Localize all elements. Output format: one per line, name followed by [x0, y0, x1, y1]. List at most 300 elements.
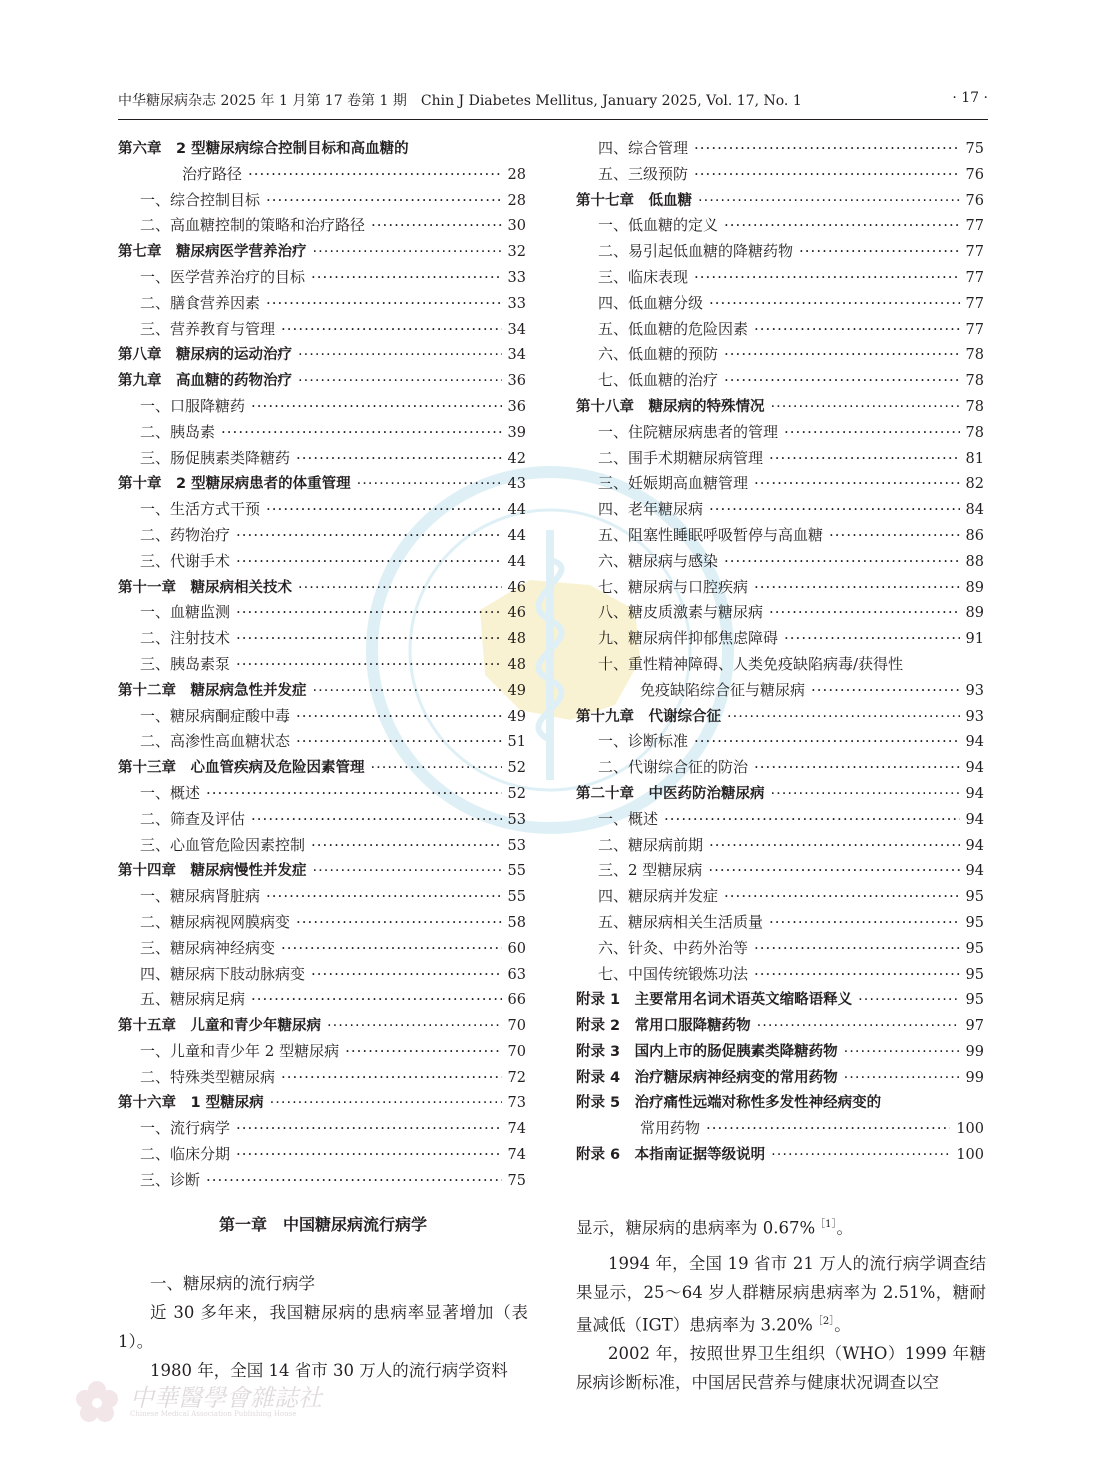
toc-dot-leader [251, 990, 502, 1008]
toc-page-number: 95 [965, 940, 984, 957]
toc-entry-title: 附录 2 常用口服降糖药物 [576, 1018, 751, 1035]
toc-page-number: 95 [965, 992, 984, 1009]
toc-dot-leader [296, 449, 502, 467]
paragraph-text: 显示，糖尿病的患病率为 0.67% [576, 1218, 816, 1238]
toc-entry-section[interactable] [118, 447, 526, 473]
toc-page-number: 77 [965, 295, 984, 312]
toc-page-number: 36 [507, 398, 526, 415]
toc-dot-leader [281, 320, 502, 338]
toc-entry-section[interactable] [118, 266, 526, 292]
toc-dot-leader [771, 786, 960, 802]
toc-page-number: 33 [507, 269, 526, 286]
toc-page-number: 55 [507, 889, 526, 906]
toc-page-number: 89 [965, 605, 984, 622]
toc-entry-title: 一、糖尿病肾脏病 [140, 887, 261, 906]
toc-page-number: 81 [965, 450, 984, 467]
toc-page-number: 72 [507, 1069, 526, 1086]
toc-entry-section[interactable] [118, 292, 526, 318]
paragraph-end: 。 [836, 1218, 854, 1238]
body-column-left [118, 1210, 528, 1385]
toc-dot-leader [266, 294, 502, 312]
toc-entry-title: 治疗路径 [182, 164, 243, 183]
toc-dot-leader [281, 939, 502, 957]
toc-entry-title: 一、概述 [140, 783, 201, 802]
toc-entry-section[interactable] [118, 1066, 526, 1092]
toc-page-number: 33 [507, 295, 526, 312]
toc-entry-section[interactable] [118, 808, 526, 834]
toc-entry-title: 第九章 高血糖的药物治疗 [118, 373, 292, 390]
toc-entry-title: 一、住院糖尿病患者的管理 [598, 422, 779, 441]
toc-entry-title: 三、糖尿病神经病变 [140, 938, 276, 957]
toc-entry-title: 五、糖尿病足病 [140, 990, 246, 1009]
toc-page-number: 95 [965, 889, 984, 906]
toc-entry-section[interactable] [118, 911, 526, 937]
toc-entry-title: 免疫缺陷综合征与糖尿病 [640, 680, 806, 699]
toc-dot-leader [706, 1119, 950, 1137]
toc-dot-leader [311, 268, 502, 286]
toc-page-number: 77 [965, 244, 984, 261]
toc-entry-title: 二、特殊类型糖尿病 [140, 1067, 276, 1086]
toc-page-number: 93 [965, 708, 984, 725]
toc-page-number: 76 [965, 166, 984, 183]
toc-entry-section[interactable] [118, 601, 526, 627]
toc-entry-section[interactable] [118, 498, 526, 524]
toc-entry-title: 二、代谢综合征的防治 [598, 758, 749, 777]
toc-entry-section[interactable] [576, 756, 984, 782]
toc-entry-title: 第十章 2 型糖尿病患者的体重管理 [118, 476, 351, 493]
toc-dot-leader [266, 191, 502, 209]
toc-entry-title: 二、易引起低血糖的降糖药物 [598, 242, 794, 261]
toc-page-number: 84 [965, 502, 984, 519]
toc-entry-title: 二、药物治疗 [140, 525, 231, 544]
toc-dot-leader [266, 500, 502, 518]
toc-entry-title: 五、阻塞性睡眠呼吸暂停与高血糖 [598, 525, 824, 544]
toc-page-number: 34 [507, 321, 526, 338]
paragraph: 2002 年，按照世界卫生组织（WHO）1999 年糖尿病诊断标准，中国居民营养与健康状况调查以空 [576, 1344, 986, 1392]
toc-entry-section[interactable] [118, 988, 526, 1014]
toc-dot-leader [771, 1147, 950, 1163]
toc-entry-chapter[interactable] [118, 240, 526, 266]
toc-dot-leader [698, 193, 960, 209]
toc-entry-chapter[interactable] [576, 1066, 984, 1092]
toc-dot-leader [754, 320, 960, 338]
citation-ref[interactable]: ［1］ [815, 1219, 837, 1230]
toc-entry-section[interactable] [576, 369, 984, 395]
toc-entry-title: 七、中国传统锻炼功法 [598, 964, 749, 983]
toc-entry-chapter[interactable] [118, 472, 526, 498]
toc-entry-title: 一、生活方式干预 [140, 500, 261, 519]
toc-entry-title: 一、综合控制目标 [140, 190, 261, 209]
toc-page-number: 100 [956, 1147, 984, 1164]
toc-entry-section[interactable] [118, 1117, 526, 1143]
toc-entry-section[interactable] [576, 498, 984, 524]
toc-page-number: 28 [507, 192, 526, 209]
toc-entry-section[interactable] [576, 653, 984, 679]
citation-ref[interactable]: ［2］ [812, 1315, 835, 1327]
toc-page-number: 34 [507, 347, 526, 364]
toc-entry-section[interactable] [118, 730, 526, 756]
toc-dot-leader [708, 861, 959, 879]
toc-dot-leader [345, 1042, 501, 1060]
toc-page-number: 70 [507, 1043, 526, 1060]
toc-page-number: 94 [965, 785, 984, 802]
toc-page-number: 66 [507, 992, 526, 1009]
toc-dot-leader [236, 526, 502, 544]
toc-entry-title: 第十七章 低血糖 [576, 192, 692, 209]
toc-entry-title: 十、重性精神障碍、人类免疫缺陷病毒/获得性 [598, 654, 904, 673]
paragraph-end: 。 [834, 1315, 851, 1334]
toc-dot-leader [327, 1018, 502, 1034]
toc-dot-leader [248, 165, 502, 183]
toc-dot-leader [784, 629, 960, 647]
toc-entry-section[interactable] [118, 1143, 526, 1169]
toc-page-number: 52 [507, 785, 526, 802]
toc-page-number: 53 [507, 837, 526, 854]
toc-page-number: 89 [965, 579, 984, 596]
toc-page-number: 78 [965, 373, 984, 390]
toc-entry-title: 附录 4 治疗糖尿病神经病变的常用药物 [576, 1069, 838, 1086]
toc-page-number: 78 [965, 424, 984, 441]
toc-page-number: 78 [965, 398, 984, 415]
toc-entry-section[interactable] [118, 885, 526, 911]
toc-entry-title: 三、心血管危险因素控制 [140, 835, 306, 854]
toc-page-number: 52 [507, 760, 526, 777]
toc-entry-title: 五、糖尿病相关生活质量 [598, 912, 764, 931]
toc-page-number: 46 [507, 605, 526, 622]
toc-entry-section[interactable] [118, 214, 526, 240]
toc-dot-leader [251, 810, 502, 828]
toc-entry-title: 二、筛查及评估 [140, 809, 246, 828]
toc-entry-section[interactable] [576, 214, 984, 240]
toc-entry-title: 第十五章 儿童和青少年糖尿病 [118, 1018, 321, 1035]
toc-entry-title: 三、营养教育与管理 [140, 319, 276, 338]
toc-entry-title: 一、医学营养治疗的目标 [140, 267, 306, 286]
toc-entry-title: 常用药物 [640, 1119, 701, 1138]
toc-entry-chapter[interactable] [576, 1143, 984, 1169]
toc-page-number: 55 [507, 863, 526, 880]
toc-dot-leader [709, 294, 960, 312]
toc-entry-section[interactable] [576, 447, 984, 473]
toc-entry-section[interactable] [576, 937, 984, 963]
toc-dot-leader [769, 449, 960, 467]
paragraph-text: 1994 年，全国 19 省市 21 万人的流行病学调查结果显示，25～64 岁人群糖尿病患病率为 2.51%，糖耐量减低（IGT）患病率为 3.20% [576, 1253, 986, 1334]
toc-entry-chapter[interactable] [118, 1091, 526, 1117]
toc-dot-leader [236, 629, 502, 647]
toc-page-number: 53 [507, 811, 526, 828]
toc-entry-title: 一、口服降糖药 [140, 396, 246, 415]
toc-page-number: 58 [507, 914, 526, 931]
toc-dot-leader [754, 939, 960, 957]
toc-entry-title: 四、老年糖尿病 [598, 500, 704, 519]
toc-page-number: 36 [507, 373, 526, 390]
toc-entry-section[interactable] [576, 911, 984, 937]
toc-page-number: 86 [965, 527, 984, 544]
toc-entry-cont[interactable] [118, 163, 526, 189]
toc-page-number: 43 [507, 476, 526, 493]
publisher-name-en: Chinese Medical Association Publishing House [130, 1410, 297, 1418]
toc-dot-leader [694, 165, 960, 183]
toc-entry-section[interactable] [118, 937, 526, 963]
toc-dot-leader [724, 887, 960, 905]
toc-entry-title: 第十四章 糖尿病慢性并发症 [118, 863, 307, 880]
toc-entry-title: 二、围手术期糖尿病管理 [598, 448, 764, 467]
toc-page-number: 51 [507, 734, 526, 751]
toc-page-number: 70 [507, 1018, 526, 1035]
table-of-contents-left [118, 137, 526, 1195]
toc-page-number: 93 [965, 682, 984, 699]
paragraph: 近 30 多年来，我国糖尿病的患病率显著增加（表 1）。 [118, 1303, 528, 1351]
toc-entry-title: 二、注射技术 [140, 629, 231, 648]
toc-entry-chapter[interactable] [576, 1091, 984, 1117]
toc-dot-leader [236, 1119, 502, 1137]
publisher-name-cn: 中華醫學會雜誌社 [130, 1384, 322, 1412]
toc-entry-section[interactable] [576, 808, 984, 834]
toc-page-number: 28 [507, 166, 526, 183]
toc-entry-section[interactable] [118, 963, 526, 989]
toc-page-number: 63 [507, 966, 526, 983]
toc-entry-chapter[interactable] [576, 782, 984, 808]
toc-entry-title: 七、糖尿病与口腔疾病 [598, 577, 749, 596]
toc-entry-chapter[interactable] [118, 576, 526, 602]
toc-entry-title: 第十一章 糖尿病相关技术 [118, 579, 292, 596]
toc-entry-title: 第十六章 1 型糖尿病 [118, 1095, 264, 1112]
toc-page-number: 39 [507, 424, 526, 441]
toc-dot-leader [724, 216, 960, 234]
toc-page-number: 100 [956, 1121, 984, 1138]
toc-page-number: 94 [965, 760, 984, 777]
paragraph-continuation [576, 1210, 986, 1243]
toc-entry-title: 二、膳食营养因素 [140, 293, 261, 312]
toc-dot-leader [771, 399, 960, 415]
toc-entry-chapter[interactable] [576, 1040, 984, 1066]
toc-entry-section[interactable] [118, 834, 526, 860]
toc-dot-leader [236, 1145, 502, 1163]
toc-dot-leader [844, 1070, 960, 1086]
toc-entry-title: 附录 1 主要常用名词术语英文缩略语释义 [576, 992, 853, 1009]
toc-page-number: 94 [965, 863, 984, 880]
toc-dot-leader [664, 810, 960, 828]
toc-dot-leader [313, 683, 502, 699]
toc-entry-title: 第二十章 中医药防治糖尿病 [576, 785, 765, 802]
toc-dot-leader [724, 345, 960, 363]
toc-dot-leader [251, 397, 502, 415]
toc-entry-section[interactable] [576, 472, 984, 498]
toc-entry-section[interactable] [576, 859, 984, 885]
toc-dot-leader [709, 836, 960, 854]
toc-entry-title: 第八章 糖尿病的运动治疗 [118, 347, 292, 364]
toc-entry-chapter[interactable] [118, 343, 526, 369]
toc-page-number: 97 [965, 1018, 984, 1035]
toc-page-number: 44 [507, 527, 526, 544]
toc-page-number: 95 [965, 914, 984, 931]
toc-entry-title: 四、糖尿病并发症 [598, 887, 719, 906]
toc-entry-chapter[interactable] [576, 395, 984, 421]
toc-dot-leader [298, 347, 502, 363]
toc-entry-chapter[interactable] [118, 679, 526, 705]
toc-entry-title: 一、低血糖的定义 [598, 216, 719, 235]
toc-page-number: 99 [965, 1069, 984, 1086]
toc-page-number: 60 [507, 940, 526, 957]
toc-entry-title: 一、诊断标准 [598, 732, 689, 751]
toc-entry-title: 九、糖尿病伴抑郁焦虑障碍 [598, 629, 779, 648]
toc-page-number: 48 [507, 656, 526, 673]
toc-entry-cont[interactable] [576, 679, 984, 705]
toc-entry-section[interactable] [118, 1040, 526, 1066]
running-header [118, 88, 988, 112]
toc-entry-title: 二、胰岛素 [140, 422, 216, 441]
toc-entry-section[interactable] [118, 189, 526, 215]
toc-page-number: 75 [507, 1172, 526, 1189]
toc-entry-title: 一、糖尿病酮症酸中毒 [140, 706, 291, 725]
toc-dot-leader [769, 913, 960, 931]
toc-entry-chapter[interactable] [576, 705, 984, 731]
toc-page-number: 76 [965, 192, 984, 209]
toc-page-number: 74 [507, 1147, 526, 1164]
toc-entry-title: 六、针灸、中药外治等 [598, 938, 749, 957]
toc-entry-section[interactable] [576, 163, 984, 189]
toc-entry-section[interactable] [576, 343, 984, 369]
toc-entry-section[interactable] [118, 627, 526, 653]
toc-entry-section[interactable] [576, 421, 984, 447]
toc-entry-chapter[interactable] [576, 189, 984, 215]
toc-dot-leader [784, 423, 960, 441]
toc-entry-title: 五、三级预防 [598, 164, 689, 183]
toc-page-number: 73 [507, 1095, 526, 1112]
toc-dot-leader [236, 603, 502, 621]
toc-entry-section[interactable] [576, 550, 984, 576]
toc-page-number: 30 [507, 218, 526, 235]
toc-dot-leader [266, 887, 502, 905]
toc-dot-leader [311, 836, 502, 854]
toc-entry-section[interactable] [576, 240, 984, 266]
toc-dot-leader [296, 913, 502, 931]
toc-page-number: 75 [965, 141, 984, 157]
toc-dot-leader [357, 476, 502, 492]
toc-dot-leader [858, 992, 959, 1008]
toc-dot-leader [313, 244, 502, 260]
toc-entry-title: 一、流行病学 [140, 1119, 231, 1138]
toc-dot-leader [296, 707, 502, 725]
toc-page-number: 49 [507, 708, 526, 725]
toc-entry-title: 一、概述 [598, 809, 659, 828]
toc-entry-title: 七、低血糖的治疗 [598, 371, 719, 390]
toc-entry-cont[interactable] [576, 1117, 984, 1143]
toc-entry-title: 附录 3 国内上市的肠促胰素类降糖药物 [576, 1043, 838, 1060]
toc-entry-title: 二、糖尿病前期 [598, 835, 704, 854]
publisher-mark [72, 1378, 372, 1428]
toc-entry-title: 三、诊断 [140, 1170, 201, 1189]
toc-entry-section[interactable] [576, 318, 984, 344]
toc-entry-section[interactable] [118, 653, 526, 679]
toc-entry-title: 附录 5 治疗痛性远端对称性多发性神经病变的 [576, 1095, 882, 1112]
toc-dot-leader [799, 242, 960, 260]
header-rule [118, 119, 988, 120]
toc-entry-chapter[interactable] [118, 1014, 526, 1040]
toc-dot-leader [221, 423, 502, 441]
toc-entry-title: 四、低血糖分级 [598, 293, 704, 312]
toc-dot-leader [313, 863, 502, 879]
toc-dot-leader [724, 552, 960, 570]
toc-entry-title: 二、高血糖控制的策略和治疗路径 [140, 216, 366, 235]
toc-dot-leader [311, 965, 502, 983]
toc-dot-leader [829, 526, 960, 544]
toc-dot-leader [844, 1044, 960, 1060]
toc-entry-section[interactable] [576, 266, 984, 292]
toc-entry-title: 第十九章 代谢综合征 [576, 708, 721, 725]
toc-entry-section[interactable] [576, 137, 984, 163]
toc-entry-section[interactable] [576, 627, 984, 653]
plum-blossom-logo [72, 1378, 122, 1428]
toc-page-number: 32 [507, 244, 526, 261]
toc-entry-section[interactable] [118, 421, 526, 447]
toc-entry-section[interactable] [576, 524, 984, 550]
toc-entry-section[interactable] [576, 576, 984, 602]
toc-entry-section[interactable] [576, 730, 984, 756]
toc-dot-leader [206, 1171, 502, 1189]
toc-entry-chapter[interactable] [118, 137, 526, 163]
toc-entry-section[interactable] [576, 885, 984, 911]
toc-entry-section[interactable] [118, 395, 526, 421]
toc-entry-chapter[interactable] [576, 1014, 984, 1040]
toc-dot-leader [757, 1018, 960, 1034]
toc-entry-section[interactable] [576, 834, 984, 860]
toc-dot-leader [371, 760, 502, 776]
toc-entry-section[interactable] [576, 601, 984, 627]
toc-entry-title: 一、儿童和青少年 2 型糖尿病 [140, 1041, 340, 1060]
toc-entry-section[interactable] [576, 292, 984, 318]
toc-entry-section[interactable] [118, 318, 526, 344]
toc-dot-leader [754, 474, 960, 492]
toc-page-number: 46 [507, 579, 526, 596]
toc-page-number: 44 [507, 553, 526, 570]
toc-entry-section[interactable] [118, 782, 526, 808]
toc-entry-section[interactable] [576, 963, 984, 989]
toc-entry-title: 六、低血糖的预防 [598, 345, 719, 364]
toc-page-number: 42 [507, 450, 526, 467]
toc-entry-section[interactable] [118, 705, 526, 731]
page-number: · 17 · [952, 90, 988, 106]
toc-entry-section[interactable] [118, 550, 526, 576]
toc-page-number: 99 [965, 1043, 984, 1060]
toc-entry-title: 第六章 2 型糖尿病综合控制目标和高血糖的 [118, 141, 409, 157]
toc-entry-title: 六、糖尿病与感染 [598, 551, 719, 570]
toc-entry-chapter[interactable] [118, 369, 526, 395]
toc-entry-title: 一、血糖监测 [140, 603, 231, 622]
body-column-right [576, 1210, 986, 1397]
toc-entry-chapter[interactable] [118, 859, 526, 885]
toc-entry-section[interactable] [118, 524, 526, 550]
toc-dot-leader [270, 1095, 502, 1111]
toc-dot-leader [371, 216, 502, 234]
toc-dot-leader [206, 784, 502, 802]
toc-entry-title: 三、胰岛素泵 [140, 654, 231, 673]
toc-entry-title: 四、综合管理 [598, 139, 689, 157]
toc-entry-title: 二、临床分期 [140, 1145, 231, 1164]
toc-entry-chapter[interactable] [118, 756, 526, 782]
toc-entry-title: 附录 6 本指南证据等级说明 [576, 1147, 766, 1164]
toc-entry-title: 三、妊娠期高血糖管理 [598, 474, 749, 493]
toc-dot-leader [694, 732, 960, 750]
toc-page-number: 91 [965, 631, 984, 648]
running-title: 中华糖尿病杂志 2025 年 1 月第 17 卷第 1 期 Chin J Diabetes Mellitus, January 2025, Vol. 17, No. 1 [118, 93, 802, 109]
toc-entry-section[interactable] [118, 1169, 526, 1195]
toc-entry-title: 四、糖尿病下肢动脉病变 [140, 964, 306, 983]
toc-entry-chapter[interactable] [576, 988, 984, 1014]
toc-dot-leader [754, 965, 960, 983]
toc-entry-title: 第十八章 糖尿病的特殊情况 [576, 398, 765, 415]
toc-entry-title: 第七章 糖尿病医学营养治疗 [118, 244, 307, 261]
toc-page-number: 82 [965, 476, 984, 493]
